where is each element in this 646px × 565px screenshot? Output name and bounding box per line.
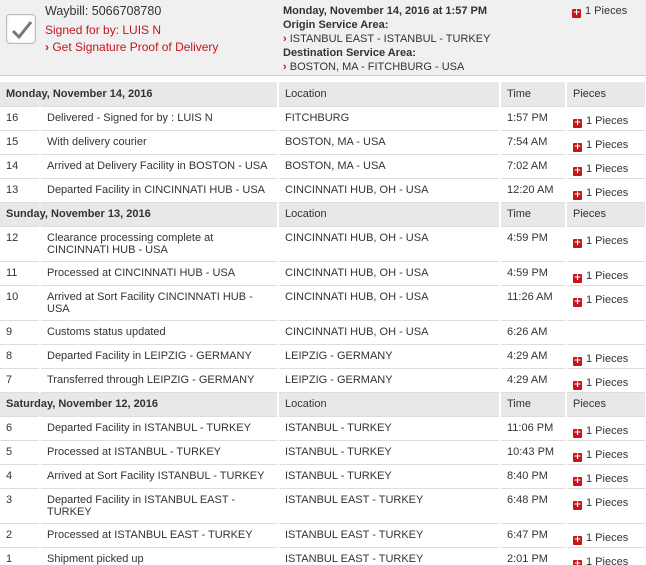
event-description: Departed Facility in CINCINNATI HUB - USA bbox=[40, 178, 278, 202]
event-number: 14 bbox=[0, 154, 40, 178]
event-description: Departed Facility in ISTANBUL EAST - TURKEY bbox=[40, 488, 278, 523]
event-time: 4:29 AM bbox=[500, 368, 566, 392]
event-number: 11 bbox=[0, 261, 40, 285]
expand-plus-icon: + bbox=[573, 475, 582, 486]
event-number: 15 bbox=[0, 130, 40, 154]
event-pieces bbox=[566, 320, 646, 344]
event-number: 6 bbox=[0, 416, 40, 440]
pieces-count: 1 Pieces bbox=[586, 162, 629, 175]
event-time: 7:02 AM bbox=[500, 154, 566, 178]
chevron-right-icon: › bbox=[283, 61, 287, 73]
expand-plus-icon: + bbox=[573, 451, 582, 462]
event-location: LEIPZIG - GERMANY bbox=[278, 368, 500, 392]
event-row bbox=[0, 154, 646, 178]
pieces-count: 1 Pieces bbox=[586, 138, 629, 151]
event-number: 3 bbox=[0, 488, 40, 523]
chevron-right-icon: › bbox=[45, 40, 49, 54]
event-number: 10 bbox=[0, 285, 40, 320]
event-description: Processed at ISTANBUL - TURKEY bbox=[40, 440, 278, 464]
event-row bbox=[0, 178, 646, 202]
pieces-count: 1 Pieces bbox=[586, 555, 629, 565]
pieces-toggle[interactable] bbox=[573, 187, 628, 199]
event-location: ISTANBUL EAST - TURKEY bbox=[278, 488, 500, 523]
event-location: BOSTON, MA - USA bbox=[278, 130, 500, 154]
event-pieces bbox=[566, 440, 646, 464]
pieces-count: 1 Pieces bbox=[586, 293, 629, 306]
event-row bbox=[0, 320, 646, 344]
event-time: 11:06 PM bbox=[500, 416, 566, 440]
event-pieces bbox=[566, 285, 646, 320]
event-pieces bbox=[566, 261, 646, 285]
event-location: ISTANBUL EAST - TURKEY bbox=[278, 523, 500, 547]
event-location: LEIPZIG - GERMANY bbox=[278, 344, 500, 368]
pieces-toggle[interactable] bbox=[573, 473, 628, 485]
pieces-toggle[interactable] bbox=[573, 353, 628, 365]
date-header-row bbox=[0, 202, 646, 226]
expand-plus-icon: + bbox=[573, 296, 582, 307]
event-time: 4:59 PM bbox=[500, 226, 566, 261]
event-number: 5 bbox=[0, 440, 40, 464]
expand-plus-icon: + bbox=[573, 534, 582, 545]
event-pieces bbox=[566, 523, 646, 547]
event-number: 16 bbox=[0, 106, 40, 130]
pieces-count: 1 Pieces bbox=[586, 531, 629, 544]
destination-label: Destination Service Area: bbox=[283, 47, 416, 59]
time-column-header: Time bbox=[500, 392, 566, 416]
event-description: Processed at ISTANBUL EAST - TURKEY bbox=[40, 523, 278, 547]
expand-plus-icon: + bbox=[573, 237, 582, 248]
origin-label: Origin Service Area: bbox=[283, 19, 389, 31]
event-description: Arrived at Sort Facility CINCINNATI HUB - USA bbox=[40, 285, 278, 320]
waybill-number: Waybill: 5066708780 bbox=[45, 4, 162, 18]
event-number: 2 bbox=[0, 523, 40, 547]
event-number: 7 bbox=[0, 368, 40, 392]
event-row bbox=[0, 226, 646, 261]
pieces-toggle[interactable] bbox=[572, 5, 627, 18]
event-pieces bbox=[566, 547, 646, 565]
event-row bbox=[0, 523, 646, 547]
event-number: 1 bbox=[0, 547, 40, 565]
location-column-header: Location bbox=[278, 392, 500, 416]
event-row bbox=[0, 106, 646, 130]
event-row bbox=[0, 130, 646, 154]
chevron-right-icon: › bbox=[283, 33, 287, 45]
event-number: 12 bbox=[0, 226, 40, 261]
expand-plus-icon: + bbox=[572, 8, 581, 18]
event-location: ISTANBUL EAST - TURKEY bbox=[278, 547, 500, 565]
event-time: 6:48 PM bbox=[500, 488, 566, 523]
event-pieces bbox=[566, 488, 646, 523]
event-description: Departed Facility in LEIPZIG - GERMANY bbox=[40, 344, 278, 368]
expand-plus-icon: + bbox=[573, 560, 582, 565]
expand-plus-icon: + bbox=[573, 272, 582, 283]
event-row bbox=[0, 440, 646, 464]
pieces-toggle[interactable] bbox=[573, 425, 628, 437]
event-location: ISTANBUL - TURKEY bbox=[278, 440, 500, 464]
event-time: 11:26 AM bbox=[500, 285, 566, 320]
event-row bbox=[0, 344, 646, 368]
event-location: CINCINNATI HUB, OH - USA bbox=[278, 261, 500, 285]
event-time: 6:47 PM bbox=[500, 523, 566, 547]
event-description: Departed Facility in ISTANBUL - TURKEY bbox=[40, 416, 278, 440]
event-description: Customs status updated bbox=[40, 320, 278, 344]
pieces-toggle[interactable] bbox=[573, 163, 628, 175]
date-header: Saturday, November 12, 2016 bbox=[0, 392, 278, 416]
event-description: Shipment picked up bbox=[40, 547, 278, 565]
time-column-header: Time bbox=[500, 82, 566, 106]
event-pieces bbox=[566, 368, 646, 392]
pieces-toggle[interactable] bbox=[573, 235, 628, 247]
event-time: 10:43 PM bbox=[500, 440, 566, 464]
date-header-row bbox=[0, 82, 646, 106]
event-time: 6:26 AM bbox=[500, 320, 566, 344]
expand-plus-icon: + bbox=[573, 189, 582, 200]
event-number: 13 bbox=[0, 178, 40, 202]
origin-value: ISTANBUL EAST - ISTANBUL - TURKEY bbox=[289, 33, 491, 45]
event-pieces bbox=[566, 130, 646, 154]
event-location: CINCINNATI HUB, OH - USA bbox=[278, 320, 500, 344]
event-time: 2:01 PM bbox=[500, 547, 566, 565]
pieces-count: 1 Pieces bbox=[586, 269, 629, 282]
event-pieces bbox=[566, 464, 646, 488]
event-row bbox=[0, 464, 646, 488]
event-description: Arrived at Sort Facility ISTANBUL - TURKEY bbox=[40, 464, 278, 488]
event-description: Transferred through LEIPZIG - GERMANY bbox=[40, 368, 278, 392]
event-location: CINCINNATI HUB, OH - USA bbox=[278, 226, 500, 261]
event-row bbox=[0, 285, 646, 320]
expand-plus-icon: + bbox=[573, 427, 582, 438]
pieces-count: 1 Pieces bbox=[585, 5, 628, 17]
time-column-header: Time bbox=[500, 202, 566, 226]
event-location: CINCINNATI HUB, OH - USA bbox=[278, 285, 500, 320]
signature-proof-label: Get Signature Proof of Delivery bbox=[52, 40, 219, 54]
pieces-toggle[interactable] bbox=[573, 377, 628, 389]
pieces-count: 1 Pieces bbox=[586, 496, 629, 509]
event-pieces bbox=[566, 178, 646, 202]
pieces-toggle[interactable] bbox=[573, 115, 628, 127]
event-description: Processed at CINCINNATI HUB - USA bbox=[40, 261, 278, 285]
date-header: Monday, November 14, 2016 bbox=[0, 82, 278, 106]
expand-plus-icon: + bbox=[573, 355, 582, 366]
pieces-count: 1 Pieces bbox=[586, 472, 629, 485]
event-row bbox=[0, 488, 646, 523]
event-location: CINCINNATI HUB, OH - USA bbox=[278, 178, 500, 202]
pieces-count: 1 Pieces bbox=[586, 424, 629, 437]
expand-plus-icon: + bbox=[573, 141, 582, 152]
pieces-toggle[interactable] bbox=[573, 532, 628, 544]
event-time: 1:57 PM bbox=[500, 106, 566, 130]
pieces-count: 1 Pieces bbox=[586, 186, 629, 199]
expand-plus-icon: + bbox=[573, 499, 582, 510]
event-location: ISTANBUL - TURKEY bbox=[278, 416, 500, 440]
pieces-toggle[interactable] bbox=[573, 294, 628, 306]
event-time: 4:29 AM bbox=[500, 344, 566, 368]
signed-for-status: Signed for by: LUIS N bbox=[45, 23, 162, 37]
event-time: 7:54 AM bbox=[500, 130, 566, 154]
event-time: 8:40 PM bbox=[500, 464, 566, 488]
event-description: Delivered - Signed for by : LUIS N bbox=[40, 106, 278, 130]
pieces-count: 1 Pieces bbox=[586, 352, 629, 365]
event-row bbox=[0, 261, 646, 285]
event-time: 12:20 AM bbox=[500, 178, 566, 202]
event-row bbox=[0, 368, 646, 392]
event-time: 4:59 PM bbox=[500, 261, 566, 285]
event-description: Arrived at Delivery Facility in BOSTON - USA bbox=[40, 154, 278, 178]
pieces-toggle[interactable] bbox=[573, 139, 628, 151]
delivered-checkmark-icon bbox=[6, 14, 36, 44]
expand-plus-icon: + bbox=[573, 165, 582, 176]
pieces-count: 1 Pieces bbox=[586, 376, 629, 389]
pieces-toggle[interactable] bbox=[573, 556, 628, 565]
shipment-details bbox=[283, 4, 490, 74]
pieces-count: 1 Pieces bbox=[586, 114, 629, 127]
tracking-events-table bbox=[0, 82, 646, 565]
date-header-row bbox=[0, 392, 646, 416]
location-column-header: Location bbox=[278, 202, 500, 226]
event-location: FITCHBURG bbox=[278, 106, 500, 130]
signature-proof-link[interactable] bbox=[45, 40, 218, 54]
pieces-toggle[interactable] bbox=[573, 270, 628, 282]
pieces-column-header: Pieces bbox=[566, 82, 646, 106]
expand-plus-icon: + bbox=[573, 117, 582, 128]
pieces-column-header: Pieces bbox=[566, 202, 646, 226]
event-pieces bbox=[566, 344, 646, 368]
pieces-count: 1 Pieces bbox=[586, 448, 629, 461]
pieces-toggle[interactable] bbox=[573, 449, 628, 461]
event-description: Clearance processing complete at CINCINNATI HUB - USA bbox=[40, 226, 278, 261]
event-pieces bbox=[566, 226, 646, 261]
event-location: ISTANBUL - TURKEY bbox=[278, 464, 500, 488]
event-description: With delivery courier bbox=[40, 130, 278, 154]
pieces-count: 1 Pieces bbox=[586, 234, 629, 247]
event-number: 4 bbox=[0, 464, 40, 488]
shipment-summary bbox=[0, 0, 646, 76]
event-number: 8 bbox=[0, 344, 40, 368]
date-header: Sunday, November 13, 2016 bbox=[0, 202, 278, 226]
event-row bbox=[0, 416, 646, 440]
event-pieces bbox=[566, 416, 646, 440]
event-pieces bbox=[566, 154, 646, 178]
event-number: 9 bbox=[0, 320, 40, 344]
pieces-toggle[interactable] bbox=[573, 497, 628, 509]
location-column-header: Location bbox=[278, 82, 500, 106]
event-pieces bbox=[566, 106, 646, 130]
event-location: BOSTON, MA - USA bbox=[278, 154, 500, 178]
delivery-datetime: Monday, November 14, 2016 at 1:57 PM bbox=[283, 5, 487, 17]
pieces-column-header: Pieces bbox=[566, 392, 646, 416]
expand-plus-icon: + bbox=[573, 379, 582, 390]
event-row bbox=[0, 547, 646, 565]
destination-value: BOSTON, MA - FITCHBURG - USA bbox=[289, 61, 465, 73]
